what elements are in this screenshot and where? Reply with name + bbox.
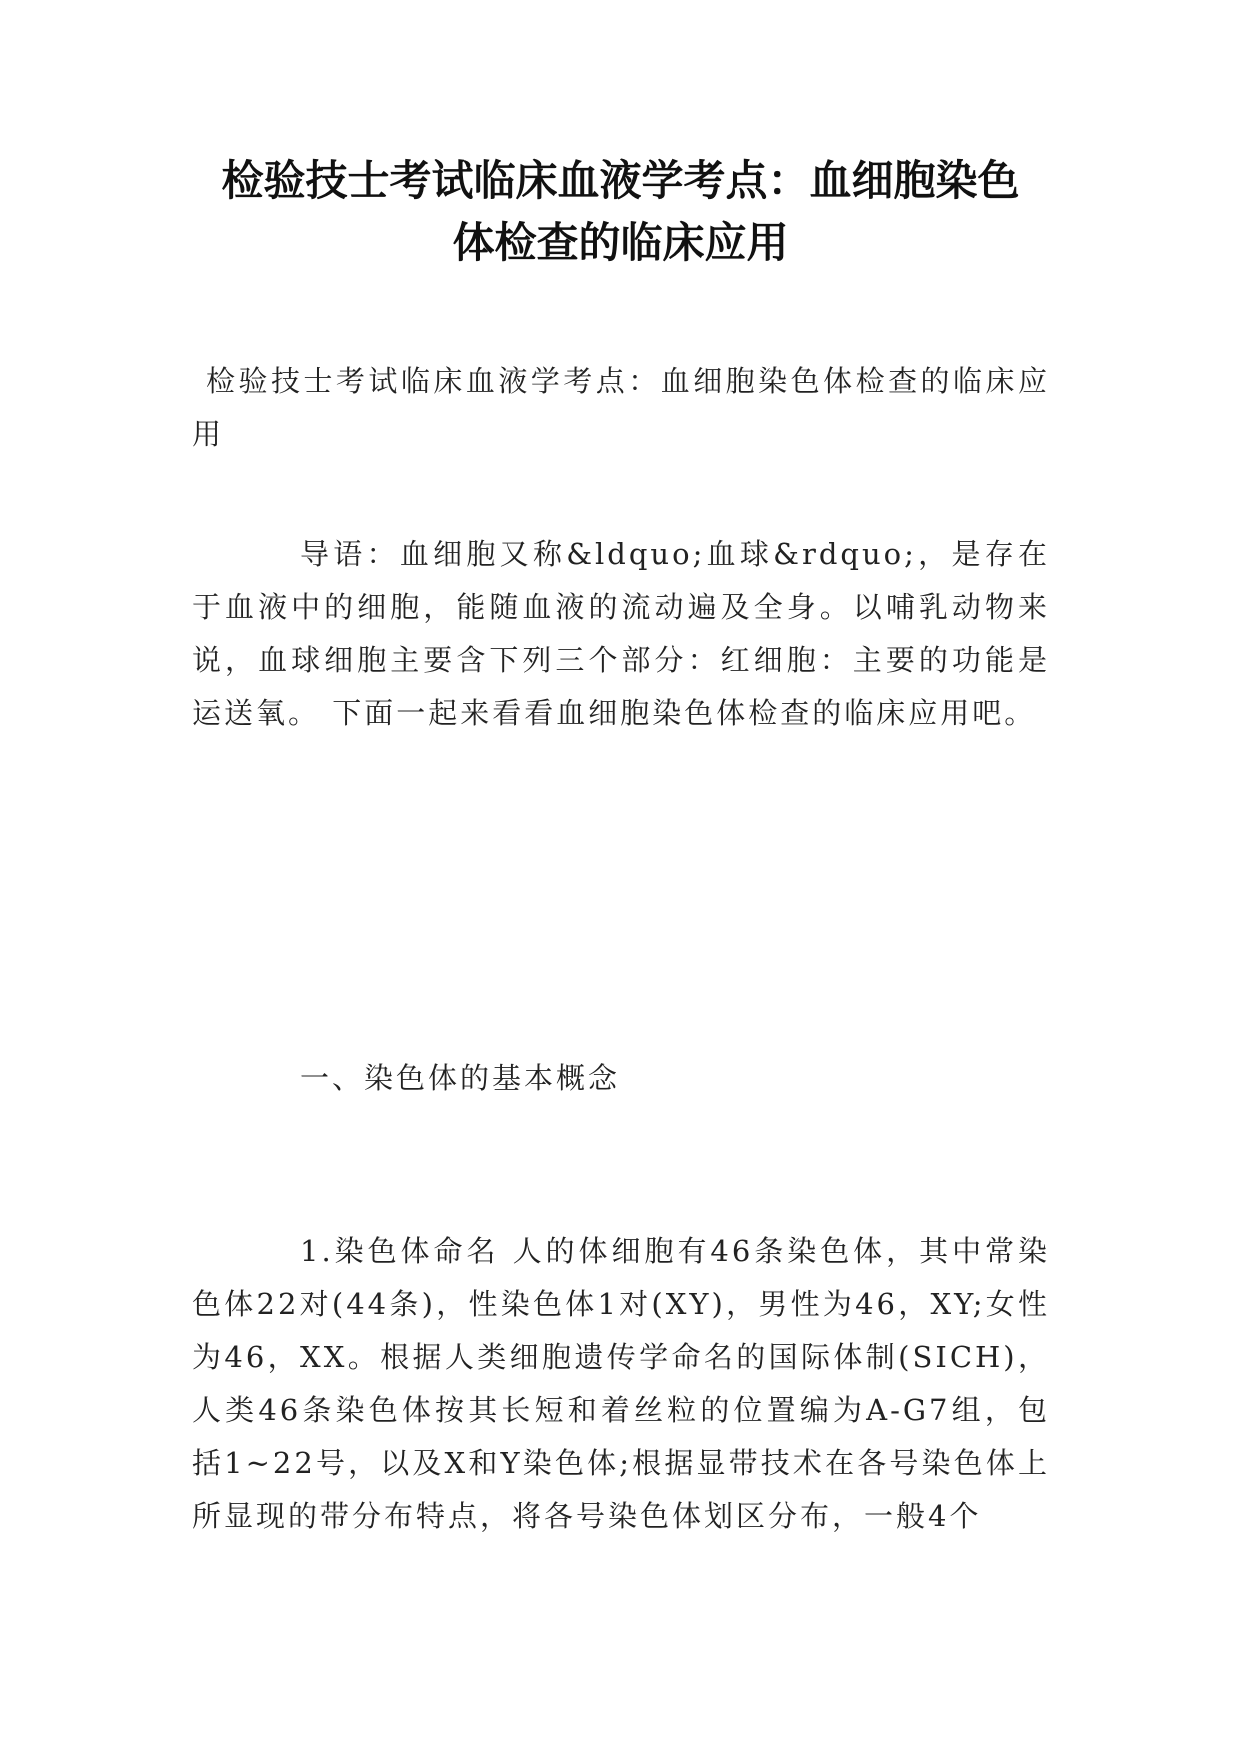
title-line-1: 检验技士考试临床血液学考点：血细胞染色 (221, 156, 1020, 205)
intro-paragraph: 导语：血细胞又称&ldquo;血球&rdquo;，是存在于血液中的细胞，能随血液的流动遍及全身。以哺乳动物来说，血球细胞主要含下列三个部分：红细胞：主要的功能是运送氧。 下面一起来看看血细胞染色体检查的临床应用吧。 (192, 537, 1050, 730)
document-title (150, 150, 1091, 274)
title-line-2: 体检查的临床应用 (452, 218, 789, 267)
body-paragraph: 1.染色体命名 人的体细胞有46条染色体，其中常染色体22对(44条)，性染色体1对(XY)，男性为46，XY;女性为46，XX。根据人类细胞遗传学命名的国际体制(SICH)，人类46条染色体按其长短和着丝粒的位置编为A-G7组，包括1~22号，以及X和Y染色体;根据显带技术在各号染色体上所显现的带分布特点，将各号染色体划区分布，一般4个 (192, 1234, 1050, 1533)
subtitle-paragraph: 检验技士考试临床血液学考点：血细胞染色体检查的临床应用 (192, 364, 1050, 451)
section-heading: 一、染色体的基本概念 (300, 1061, 621, 1095)
